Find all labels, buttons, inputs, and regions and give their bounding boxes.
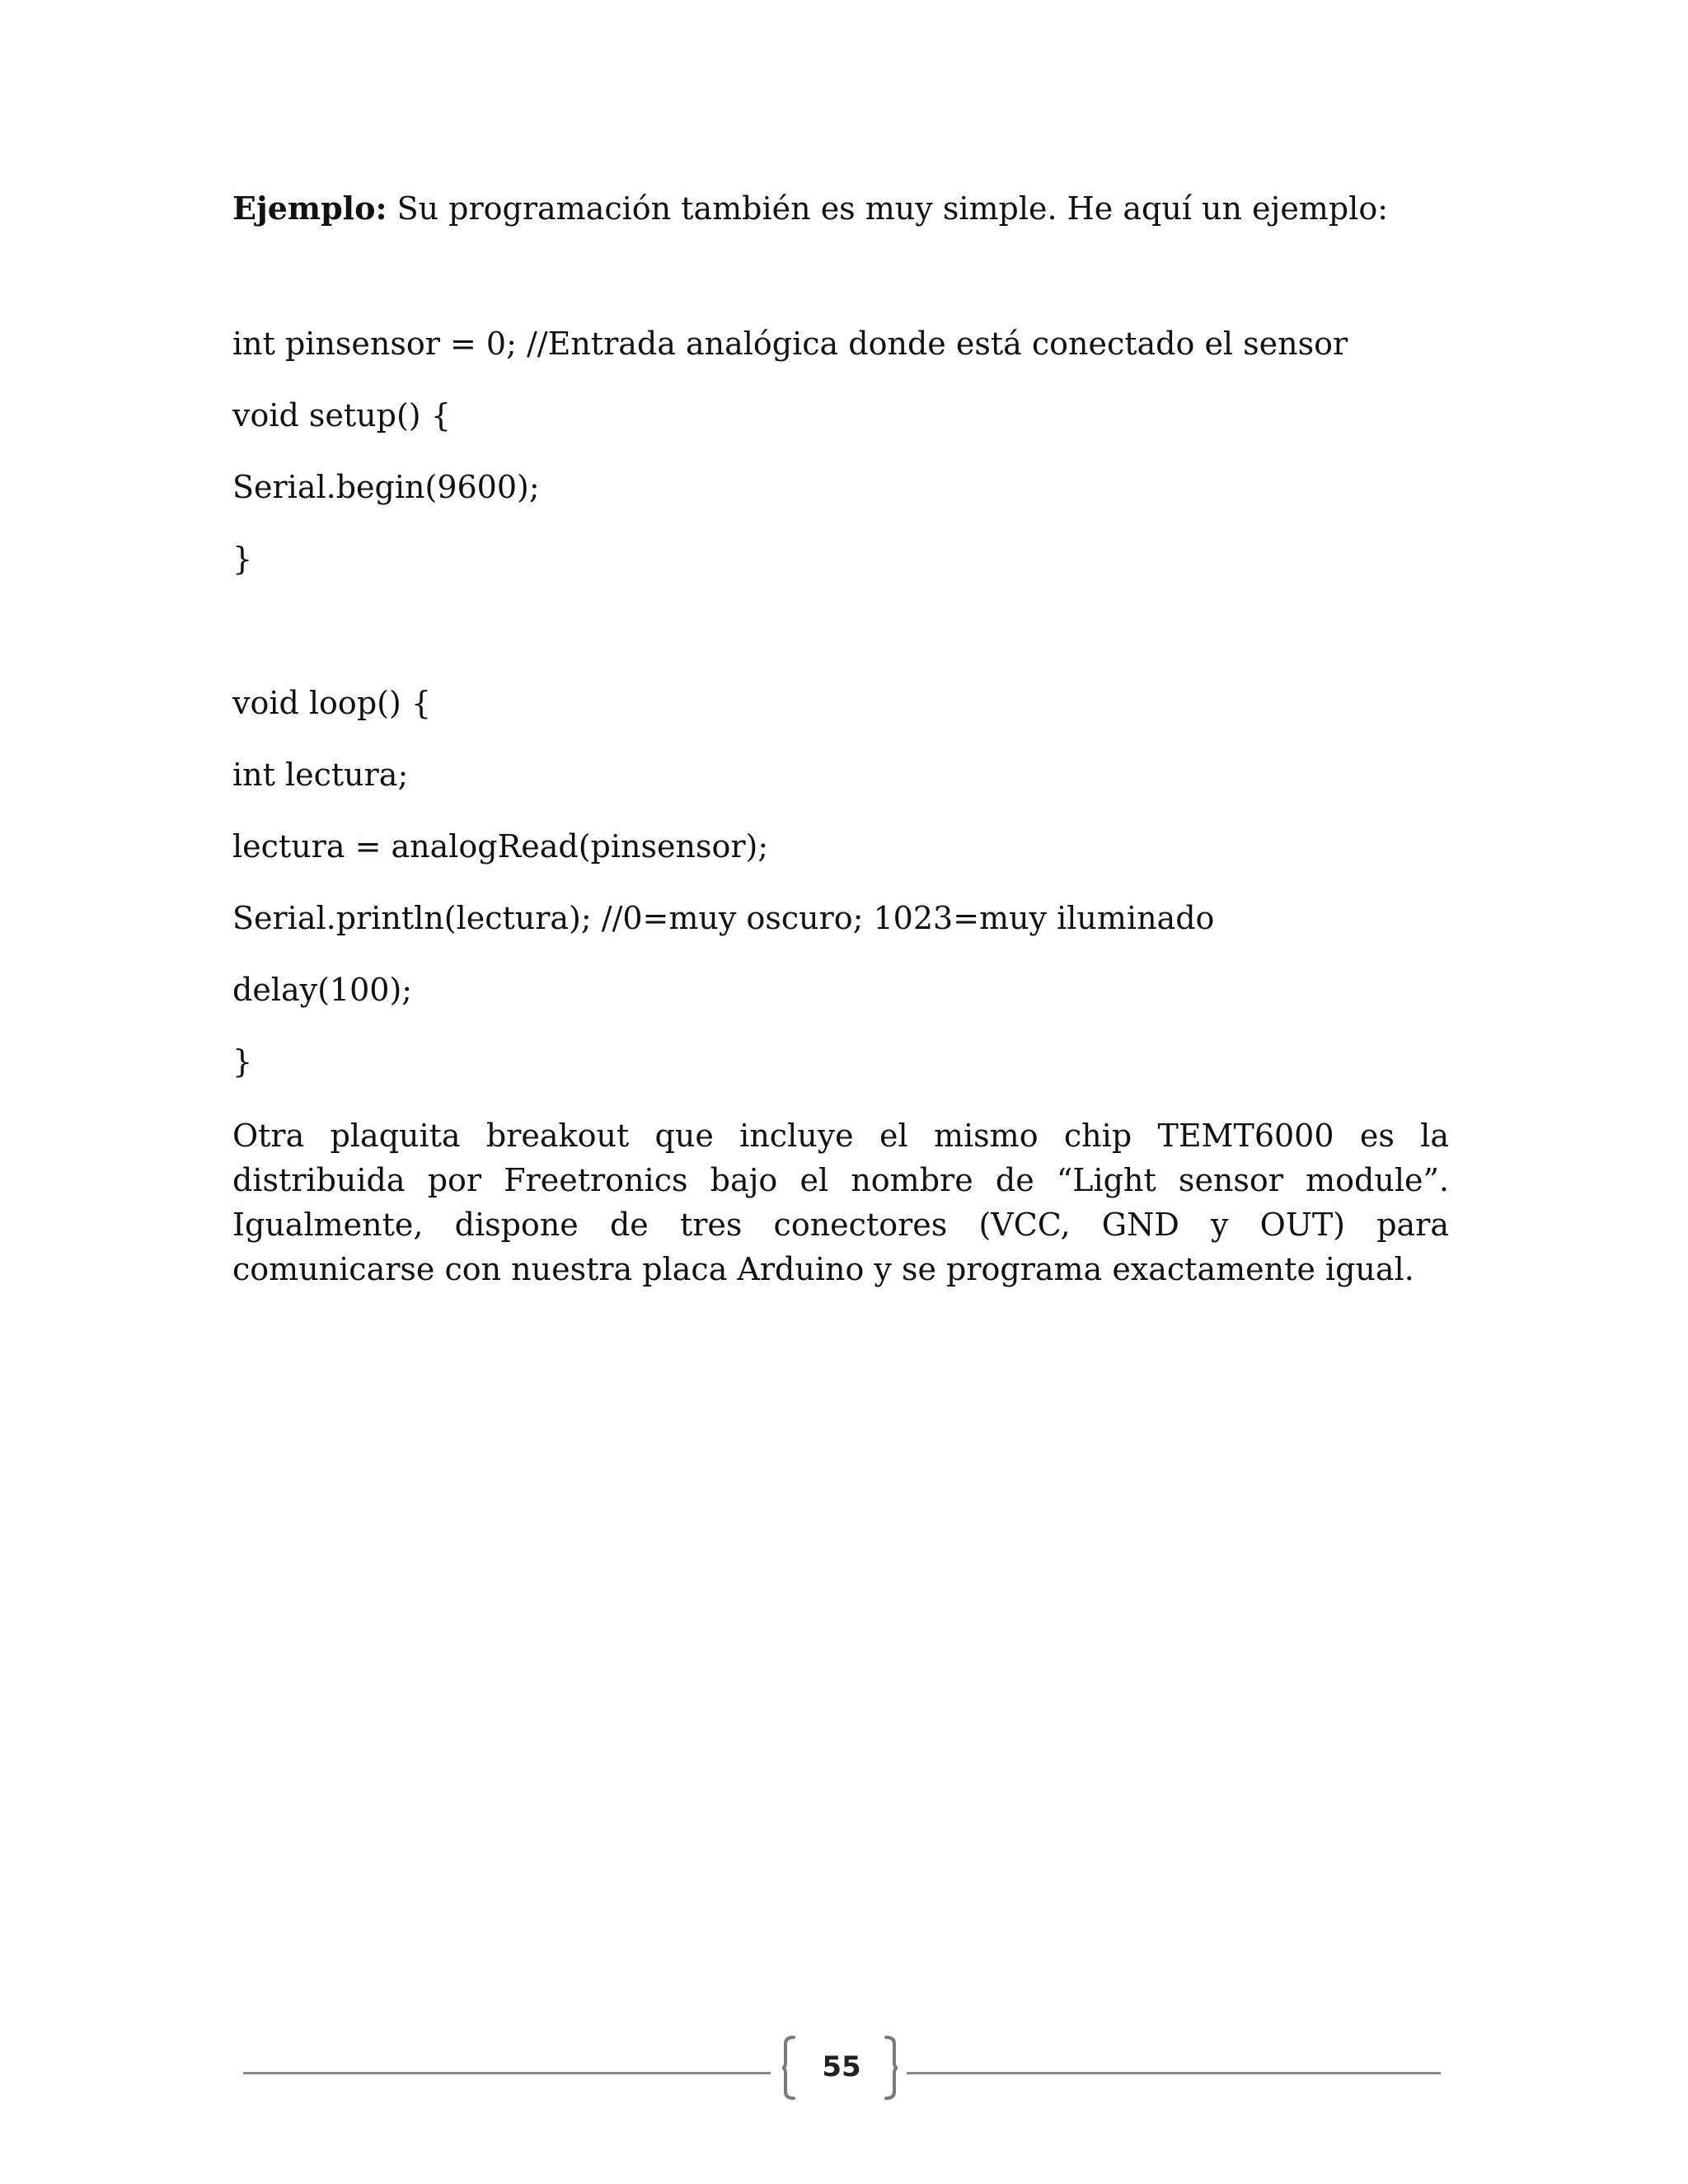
code-line: int pinsensor = 0; //Entrada analógica donde está conectado el sensor [232,326,1348,362]
intro-label: Ejemplo: [232,190,387,227]
code-line: void setup() { [232,397,451,434]
page-footer [243,2036,1441,2110]
code-line: lectura = analogRead(pinsensor); [232,828,769,865]
intro-line [232,185,1449,232]
page-number: 55 [822,2050,861,2083]
left-brace-icon [781,2036,795,2100]
footer-rule-left [243,2072,771,2074]
footer-rule-right [907,2072,1441,2074]
page-content [232,185,1449,1291]
right-brace-icon [884,2036,899,2100]
body-paragraph: Otra plaquita breakout que incluye el mismo chip TEMT6000 es la distribuida por Freetronics bajo el nombre de “Light sensor module”. Igualmente, dispone de tres conectores (VCC, GND y OUT) para comunicarse con nuestra placa Arduino y se programa exactamente igual. [232,1118,1449,1287]
code-line: Serial.begin(9600); [232,469,540,505]
intro-text: Su programación también es muy simple. He aquí un ejemplo: [387,190,1388,227]
code-line: delay(100); [232,972,413,1008]
code-line: Serial.println(lectura); //0=muy oscuro; 1023=muy iluminado [232,900,1215,936]
code-line: } [232,1043,253,1080]
code-line: void loop() { [232,685,432,721]
code-line: } [232,541,253,577]
code-listing [232,321,1449,1110]
code-spacer [232,607,1449,680]
code-line: int lectura; [232,757,409,793]
